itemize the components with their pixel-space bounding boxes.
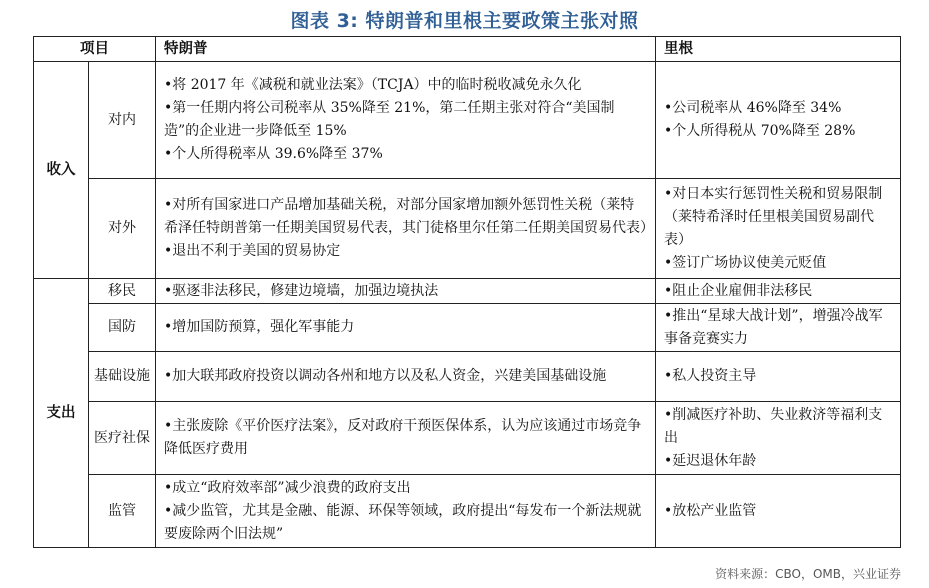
row-domestic <box>34 62 901 179</box>
list-item: •主张废除《平价医疗法案》，反对政府干预医保体系，认为应该通过市场竞争降低医疗费用 <box>164 418 642 457</box>
row-label-regulation: 监管 <box>89 475 156 548</box>
row-label-immigration: 移民 <box>89 279 156 304</box>
list-item: •成立“政府效率部”减少浪费的政府支出 <box>164 479 411 496</box>
list-item: •削减医疗补助、失业救济等福利支出 <box>664 406 883 446</box>
header-reagan: 里根 <box>656 37 901 62</box>
list-item: •阻止企业雇佣非法移民 <box>664 282 813 299</box>
list-item: •增加国防预算，强化军事能力 <box>164 319 355 335</box>
list-item: •签订广场协议使美元贬值 <box>664 254 827 271</box>
trump-infrastructure-cell <box>156 352 656 402</box>
list-item: •第一任期内将公司税率从 35%降至 21%，第二任期主张对符合“美国制造”的企业进一步降低至 15% <box>164 100 615 139</box>
trump-domestic-cell <box>156 62 656 179</box>
header-trump: 特朗普 <box>156 37 656 62</box>
trump-immigration-cell <box>156 279 656 304</box>
list-item: •将 2017 年《减税和就业法案》（TCJA）中的临时税收减免永久化 <box>164 77 582 93</box>
list-item: •放松产业监管 <box>664 502 757 519</box>
header-row <box>34 37 901 62</box>
list-item: •驱逐非法移民，修建边境墙，加强边境执法 <box>164 282 439 299</box>
header-item: 项目 <box>34 37 156 62</box>
row-regulation <box>34 475 901 548</box>
reagan-infrastructure-cell <box>656 352 901 402</box>
row-foreign <box>34 179 901 279</box>
row-immigration <box>34 279 901 304</box>
trump-defense-cell <box>156 304 656 352</box>
list-item: •公司税率从 46%降至 34% <box>664 100 842 116</box>
policy-comparison-table <box>33 36 901 548</box>
list-item: •加大联邦政府投资以调动各州和地方以及私人资金，兴建美国基础设施 <box>164 368 607 384</box>
reagan-immigration-cell <box>656 279 901 304</box>
category-income: 收入 <box>34 62 89 279</box>
trump-foreign-cell <box>156 179 656 279</box>
list-item: •推出“星球大战计划”，增强冷战军事备竞赛实力 <box>664 307 883 347</box>
reagan-foreign-cell <box>656 179 901 279</box>
reagan-defense-cell <box>656 304 901 352</box>
row-healthcare <box>34 402 901 475</box>
reagan-regulation-cell <box>656 475 901 548</box>
row-label-defense: 国防 <box>89 304 156 352</box>
list-item: •私人投资主导 <box>664 368 757 384</box>
category-expense: 支出 <box>34 279 89 548</box>
row-label-healthcare: 医疗社保 <box>89 402 156 475</box>
row-infrastructure <box>34 352 901 402</box>
list-item: •退出不利于美国的贸易协定 <box>164 243 341 259</box>
list-item: •对所有国家进口产品增加基础关税，对部分国家增加额外惩罚性关税（莱特希泽任特朗普第一任期美国贸易代表，其门徒格里尔任第二任期美国贸易代表） <box>164 197 654 236</box>
row-label-infrastructure: 基础设施 <box>89 352 156 402</box>
chart-title: 图表 3: 特朗普和里根主要政策主张对照 <box>290 10 639 32</box>
trump-healthcare-cell <box>156 402 656 475</box>
list-item: •个人所得税率从 39.6%降至 37% <box>164 146 383 162</box>
list-item: •对日本实行惩罚性关税和贸易限制（莱特希泽时任里根美国贸易副代表） <box>664 185 883 248</box>
reagan-domestic-cell <box>656 62 901 179</box>
reagan-healthcare-cell <box>656 402 901 475</box>
row-label-foreign: 对外 <box>89 179 156 279</box>
list-item: •延迟退休年龄 <box>664 452 757 469</box>
list-item: •减少监管，尤其是金融、能源、环保等领域，政府提出“每发布一个新法规就要废除两个旧法规” <box>164 502 642 542</box>
list-item: •个人所得税从 70%降至 28% <box>664 123 856 139</box>
trump-regulation-cell <box>156 475 656 548</box>
row-label-domestic: 对内 <box>89 62 156 179</box>
source-note: 资料来源：CBO，OMB，兴业证券 <box>715 567 901 581</box>
row-defense <box>34 304 901 352</box>
